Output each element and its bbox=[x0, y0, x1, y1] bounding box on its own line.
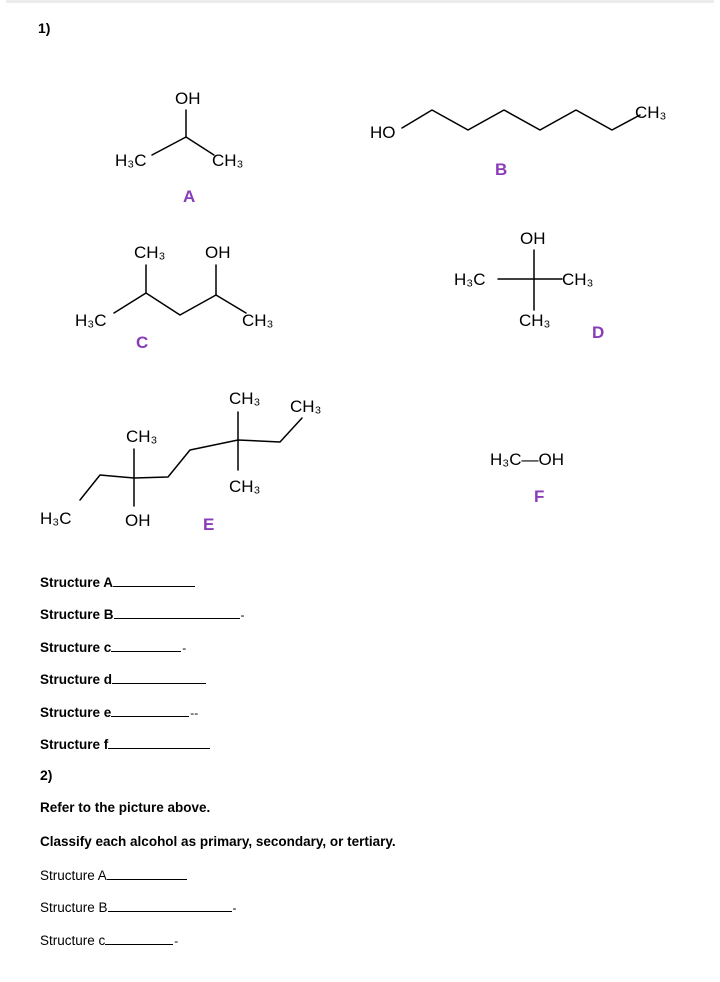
q1-answer-c-tick: - bbox=[182, 641, 187, 655]
structure-e-ch3d-label: CH₃ bbox=[229, 477, 261, 496]
structure-f-letter: F bbox=[534, 487, 545, 506]
q1-answer-d-label: Structure d bbox=[40, 672, 113, 687]
structure-c-h3c-label: H₃C bbox=[75, 311, 107, 330]
q1-answer-f-blank[interactable] bbox=[108, 736, 210, 749]
structure-a-ch3-label: CH₃ bbox=[212, 151, 244, 170]
structure-f bbox=[490, 450, 564, 506]
question-1-number: 1) bbox=[38, 20, 51, 36]
structure-c-backbone bbox=[114, 293, 246, 315]
q1-answer-a bbox=[40, 574, 196, 590]
q2-answer-a-label: Structure A bbox=[40, 868, 107, 883]
q1-answer-b-blank[interactable] bbox=[114, 606, 240, 619]
question-2-number: 2) bbox=[40, 767, 53, 783]
structure-b-ho-label: HO bbox=[370, 123, 396, 142]
structure-e-backbone bbox=[80, 418, 302, 500]
q2-answer-a bbox=[40, 867, 188, 883]
q2-answer-b-blank[interactable] bbox=[108, 899, 232, 912]
structure-b-ch3-label: CH₃ bbox=[635, 103, 667, 122]
structure-d-h3c-label: H₃C bbox=[454, 270, 486, 289]
structure-d bbox=[454, 229, 604, 342]
q1-answer-b-label: Structure B bbox=[40, 607, 114, 622]
structure-f-formula: H₃C—OH bbox=[490, 450, 564, 469]
structure-b bbox=[370, 103, 666, 179]
structure-c-oh-label: OH bbox=[205, 243, 231, 262]
q2-answer-c bbox=[40, 932, 178, 948]
structure-a bbox=[115, 89, 243, 206]
structure-d-ch3-right-label: CH₃ bbox=[562, 270, 594, 289]
q1-answer-b-tick: - bbox=[240, 608, 245, 622]
structure-e-ch3c-label: CH₃ bbox=[126, 427, 158, 446]
structure-a-oh-label: OH bbox=[175, 89, 201, 108]
q1-answer-e bbox=[40, 704, 198, 720]
structure-e-ch3b-label: CH₃ bbox=[290, 397, 322, 416]
q2-answer-a-blank[interactable] bbox=[107, 867, 187, 880]
structure-d-oh-label: OH bbox=[520, 229, 546, 248]
q1-answer-f-label: Structure f bbox=[40, 737, 109, 752]
structure-e-letter: E bbox=[203, 515, 215, 534]
q1-answer-f bbox=[40, 736, 211, 752]
structure-c-letter: C bbox=[136, 333, 149, 352]
q1-answer-e-blank[interactable] bbox=[111, 704, 189, 717]
structure-a-backbone bbox=[152, 137, 214, 155]
q2-answer-b-tick: - bbox=[232, 901, 237, 915]
structure-c-ch3-label: CH₃ bbox=[134, 243, 166, 262]
structure-b-chain bbox=[402, 110, 640, 130]
q2-answer-b bbox=[40, 899, 237, 915]
structure-a-letter: A bbox=[183, 187, 196, 206]
q2-answer-c-tick: - bbox=[174, 934, 179, 948]
q1-answer-a-blank[interactable] bbox=[113, 574, 195, 587]
structure-c bbox=[75, 243, 273, 352]
q1-answer-d-blank[interactable] bbox=[112, 671, 206, 684]
structure-d-letter: D bbox=[592, 323, 605, 342]
q1-answer-e-label: Structure e bbox=[40, 705, 112, 720]
structure-d-ch3-bottom-label: CH₃ bbox=[519, 311, 551, 330]
structure-e-oh-label: OH bbox=[125, 511, 151, 530]
q2-answer-c-blank[interactable] bbox=[105, 932, 173, 945]
q2-answer-c-label: Structure c bbox=[40, 933, 106, 948]
q1-answer-b bbox=[40, 606, 245, 622]
structure-e-h3c-label: H₃C bbox=[40, 509, 72, 528]
structure-b-letter: B bbox=[495, 160, 508, 179]
q1-answer-c bbox=[40, 639, 186, 655]
q2-instruction-classify: Classify each alcohol as primary, secondary, or tertiary. bbox=[40, 834, 396, 849]
structure-e-ch3a-label: CH₃ bbox=[229, 389, 261, 408]
q1-answer-e-tick: -- bbox=[190, 706, 199, 720]
structure-a-h3c-label: H₃C bbox=[115, 151, 147, 170]
q1-answer-c-blank[interactable] bbox=[111, 639, 181, 652]
q2-answer-b-label: Structure B bbox=[40, 900, 108, 915]
structure-e bbox=[40, 389, 321, 534]
structure-c-ch3b-label: CH₃ bbox=[242, 311, 274, 330]
q1-answer-d bbox=[40, 671, 207, 687]
q1-answer-c-label: Structure c bbox=[40, 640, 112, 655]
q2-instruction-refer: Refer to the picture above. bbox=[40, 800, 211, 815]
q1-answer-a-label: Structure A bbox=[40, 575, 114, 590]
